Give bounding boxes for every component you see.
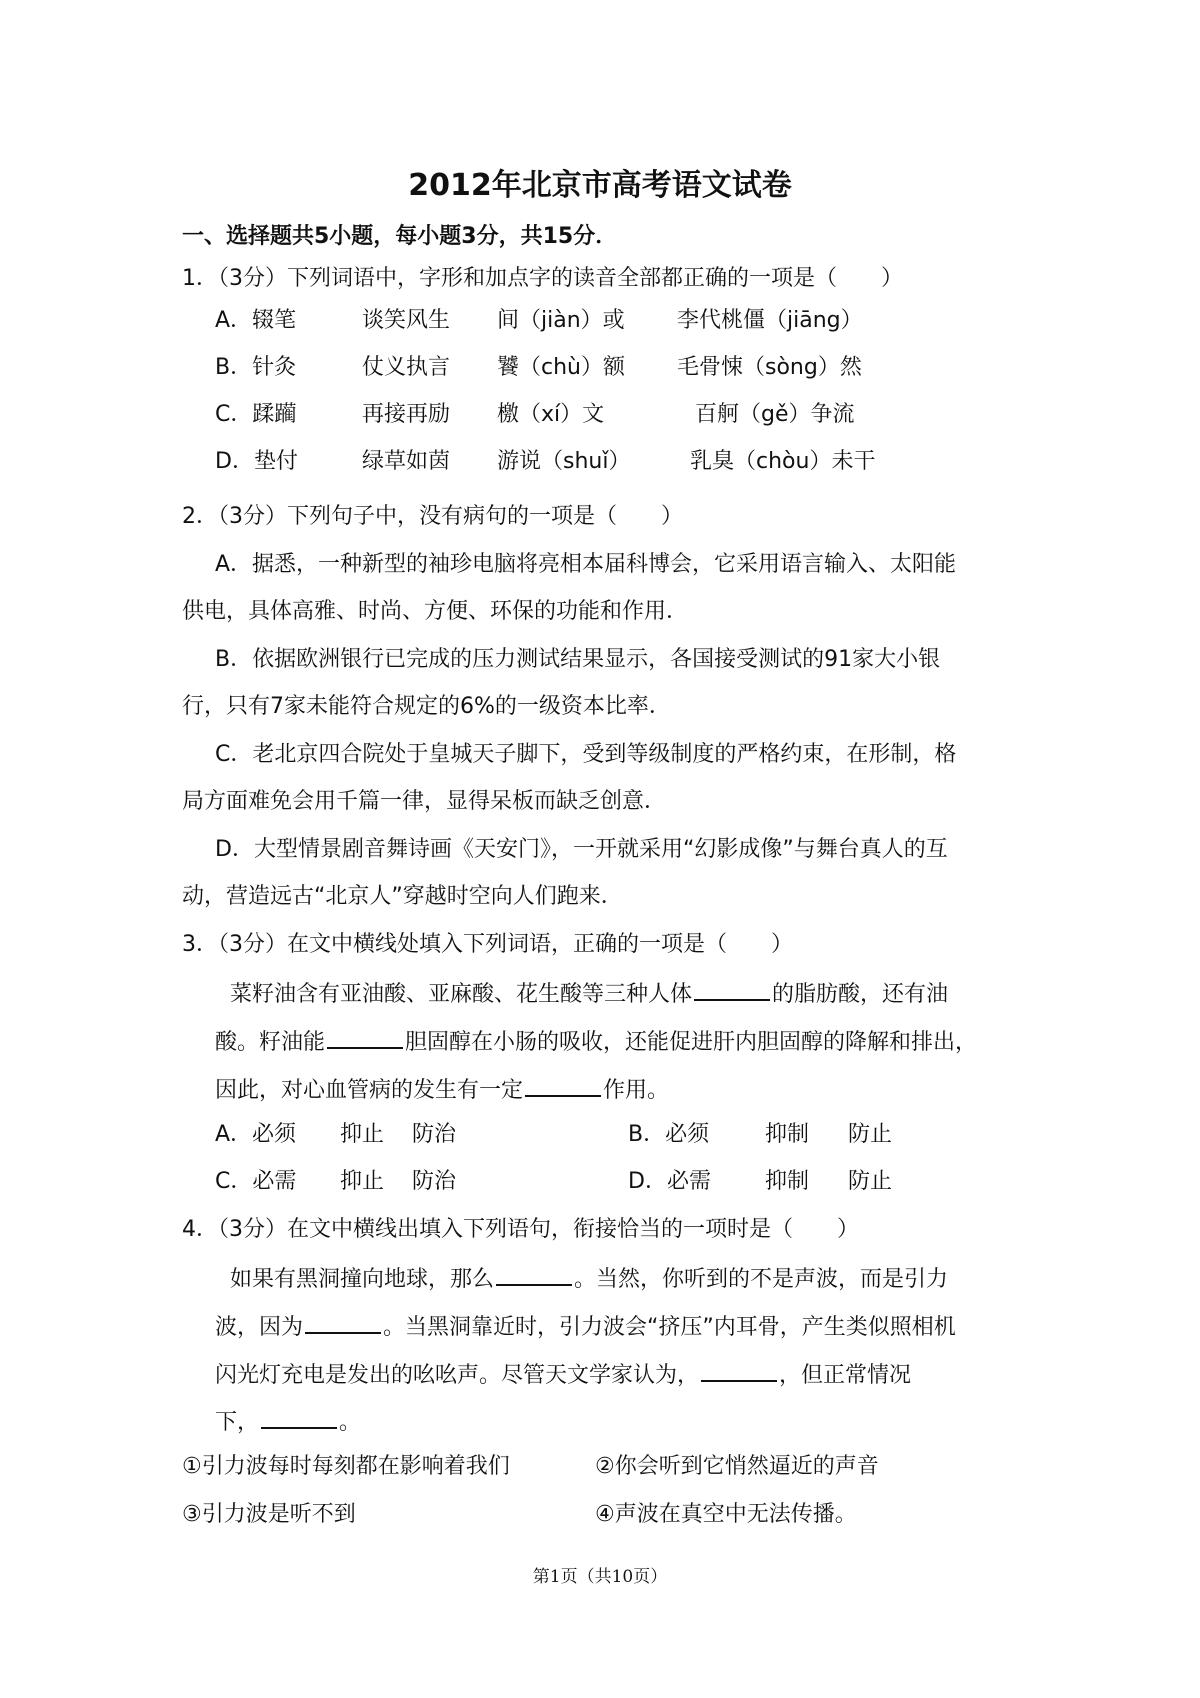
q3-passage-line3 <box>215 1073 669 1106</box>
q2-option-a-line2: 供电，具体高雅、时尚、方便、环保的功能和作用． <box>182 599 689 624</box>
q3-d-2: 抑制 <box>765 1169 810 1194</box>
q4-option-1: ①引力波每时每刻都在影响着我们 <box>182 1454 510 1479</box>
q4-p4-text-a: 下， <box>215 1410 260 1435</box>
q3-p3-text-b: 作用。 <box>603 1078 670 1103</box>
q1-a-2: 谈笑风生 <box>362 308 451 333</box>
q1-b-4: 毛骨悚（sòng）然 <box>677 355 862 380</box>
q2-option-c-line1: C．老北京四合院处于皇城天子脚下，受到等级制度的严格约束，在形制，格 <box>215 742 957 767</box>
q1-d-2: 绿草如茵 <box>362 449 451 474</box>
q2-option-a-line1: A．据悉，一种新型的袖珍电脑将亮相本届科博会，它采用语言输入、太阳能 <box>215 552 957 577</box>
q3-passage-line2 <box>215 1025 977 1058</box>
q2-stem: 2．（3分）下列句子中，没有病句的一项是（ ） <box>182 504 683 529</box>
q4-p4-text-b: 。 <box>339 1410 362 1435</box>
q4-option-3: ③引力波是听不到 <box>182 1502 356 1527</box>
q3-b-1: B．必须 <box>628 1122 710 1147</box>
q4-p1-text-b: 。当然，你听到的不是声波，而是引力 <box>574 1267 949 1292</box>
q1-c-1: C．蹂躏 <box>215 402 297 427</box>
section-heading: 一、选择题共5小题，每小题3分，共15分． <box>182 224 618 249</box>
q3-c-2: 抑止 <box>340 1169 385 1194</box>
q3-blank-3 <box>525 1073 601 1097</box>
q4-option-2: ②你会听到它悄然逼近的声音 <box>595 1454 879 1479</box>
q4-blank-3 <box>701 1358 777 1382</box>
q3-p1-text-a: 菜籽油含有亚油酸、亚麻酸、花生酸等三种人体 <box>230 982 693 1007</box>
q4-passage-line4 <box>215 1405 361 1438</box>
page-number-footer: 第1页（共10页） <box>532 1567 668 1587</box>
q3-p2-text-b: 胆固醇在小肠的吸收，还能促进肝内胆固醇的降解和排出， <box>405 1030 978 1055</box>
q4-p3-text-b: ，但正常情况 <box>779 1363 912 1388</box>
q3-a-3: 防治 <box>412 1122 457 1147</box>
page-title: 2012年北京市高考语文试卷 <box>408 168 792 203</box>
q3-d-1: D．必需 <box>628 1169 711 1194</box>
q3-c-3: 防治 <box>412 1169 457 1194</box>
q4-stem: 4．（3分）在文中横线出填入下列语句，衔接恰当的一项时是（ ） <box>182 1217 859 1242</box>
q3-b-3: 防止 <box>848 1122 893 1147</box>
q4-passage-line2 <box>215 1310 956 1343</box>
q3-p1-text-b: 的脂肪酸，还有油 <box>772 982 949 1007</box>
q3-a-1: A．必须 <box>215 1122 297 1147</box>
q3-d-3: 防止 <box>848 1169 893 1194</box>
q3-p3-text-a: 因此，对心血管病的发生有一定 <box>215 1078 524 1103</box>
q4-passage-line3 <box>215 1358 911 1391</box>
q4-p2-text-b: 。当黑洞靠近时，引力波会“挤压”内耳骨，产生类似照相机 <box>383 1315 956 1340</box>
q1-b-3: 饕（chù）额 <box>497 355 625 380</box>
q1-stem: 1．（3分）下列词语中，字形和加点字的读音全部都正确的一项是（ ） <box>182 266 903 291</box>
q2-option-b-line1: B．依据欧洲银行已完成的压力测试结果显示，各国接受测试的91家大小银 <box>215 647 941 672</box>
q1-c-3: 檄（xí）文 <box>497 402 605 427</box>
q2-option-b-line2: 行，只有7家未能符合规定的6%的一级资本比率． <box>182 694 671 719</box>
q1-b-2: 仗义执言 <box>362 355 451 380</box>
q4-passage-line1 <box>230 1262 948 1295</box>
q4-p3-text-a: 闪光灯充电是发出的吆吆声。尽管天文学家认为， <box>215 1363 700 1388</box>
q3-stem: 3．（3分）在文中横线处填入下列词语，正确的一项是（ ） <box>182 932 793 957</box>
q4-blank-2 <box>305 1310 381 1334</box>
q1-a-3: 间（jiàn）或 <box>497 308 625 333</box>
q1-a-4: 李代桃僵（jiāng） <box>677 308 863 333</box>
q1-c-2: 再接再励 <box>362 402 451 427</box>
q2-option-d-line1: D．大型情景剧音舞诗画《天安门》，一开就采用“幻影成像”与舞台真人的互 <box>215 837 948 862</box>
q4-p1-text-a: 如果有黑洞撞向地球，那么 <box>230 1267 495 1292</box>
q3-c-1: C．必需 <box>215 1169 297 1194</box>
q4-option-4: ④声波在真空中无法传播。 <box>595 1502 857 1527</box>
q3-p2-text-a: 酸。籽油能 <box>215 1030 326 1055</box>
q1-c-4: 百舸（gě）争流 <box>695 402 855 427</box>
q3-a-2: 抑止 <box>340 1122 385 1147</box>
q3-b-2: 抑制 <box>765 1122 810 1147</box>
q4-blank-4 <box>261 1405 337 1429</box>
q1-d-3: 游说（shuǐ） <box>497 449 631 474</box>
q3-blank-1 <box>694 977 770 1001</box>
q2-option-d-line2: 动，营造远古“北京人”穿越时空向人们跑来． <box>182 884 623 909</box>
q2-option-c-line2: 局方面难免会用千篇一律，显得呆板而缺乏创意． <box>182 789 667 814</box>
q4-blank-1 <box>496 1262 572 1286</box>
q1-b-1: B．针灸 <box>215 355 297 380</box>
q1-d-1: D．垫付 <box>215 449 298 474</box>
q1-d-4: 乳臭（chòu）未干 <box>690 449 876 474</box>
q3-blank-2 <box>327 1025 403 1049</box>
q3-passage-line1 <box>230 977 948 1010</box>
q4-p2-text-a: 波，因为 <box>215 1315 304 1340</box>
q1-a-1: A．辍笔 <box>215 308 297 333</box>
